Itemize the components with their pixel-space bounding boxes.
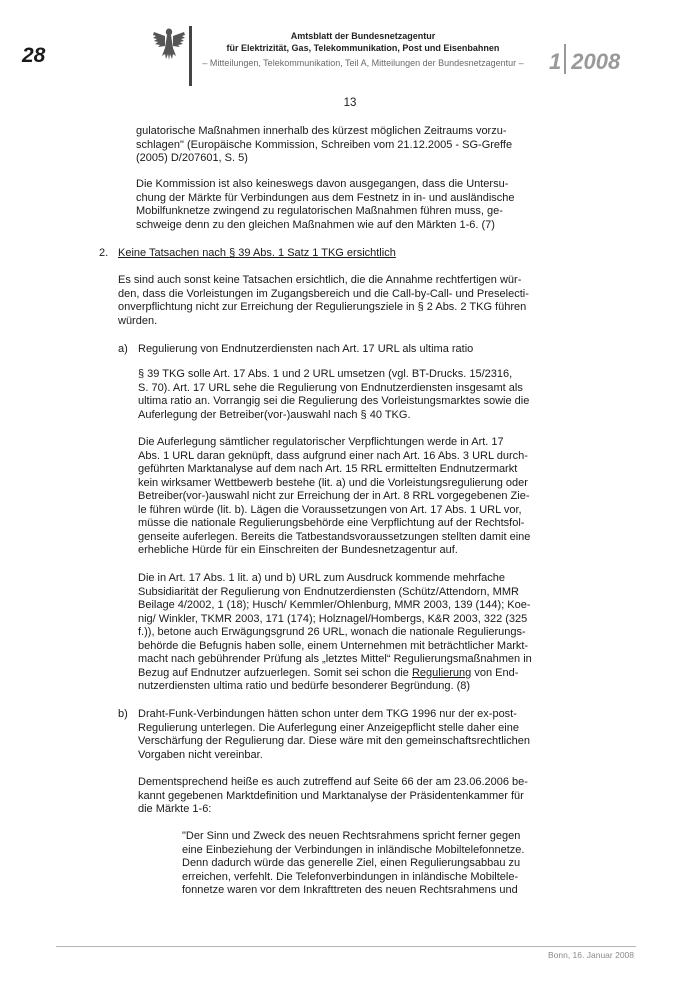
subsection-heading-a: Regulierung von Endnutzerdiensten nach Art. 17 URL als ultima ratio bbox=[138, 343, 474, 355]
list-marker-2: 2. bbox=[99, 247, 109, 259]
header-divider bbox=[189, 26, 192, 86]
issue-number: 1 bbox=[549, 49, 562, 74]
paragraph-2: Die Kommission ist also keineswegs davon ausgegangen, dass die Untersu- chung der Märkte für Verbindungen aus dem Festnetz in in- und ausländische Mobilfunknetze zwingend zu regulatorischen Maßnahmen führen muss, ge- schweige denn zu den gleichen Maßnahmen wie auf den Märkten 1-6. (7) bbox=[136, 178, 515, 231]
list-marker-b: b) bbox=[118, 708, 128, 720]
paragraph-5: Die Auferlegung sämtlicher regulatorischer Verpflichtungen werde in Art. 17 Abs. 1 URL daran geknüpft, dass aufgrund einer nach Art. 16 Abs. 3 URL durch- geführten Marktanalyse auf dem nach Art. 15 RRL ermittelten Endnutzermarkt kein wirksamer Wettbewerb bestehe (lit. a) und die Vorleistungsregulierung oder Betreiber(vor-)auswahl nicht zur Erreichung der in Art. 8 RRL vorgegebenen Zie- le führen würde (lit. b). Lägen die Voraussetzungen von Art. 17 Abs. 1 URL vor, müsse die nationale Regulierungsbehörde eine Verpflichtung auf der Rechtsfol- genseite auferlegen. Bereits die Tatbestandsvoraussetzungen stellten damit eine erhebliche Hürde für ein Einschreiten der Bundesnetzagentur auf. bbox=[138, 436, 531, 556]
block-quote: "Der Sinn und Zweck des neuen Rechtsrahmens spricht ferner gegen eine Einbeziehung der Verbindungen in inländische Mobiltelefonnetze. Denn dadurch würde das generelle Ziel, einen Regulierungsabbau zu erreichen, verfehlt. Die Telefonverbindungen in inländische Mobiltele- fonnetze waren vor dem Inkrafttreten des neuen Rechtsrahmens und bbox=[182, 830, 525, 896]
paragraph-4: § 39 TKG solle Art. 17 Abs. 1 und 2 URL umsetzen (vgl. BT-Drucks. 15/2316, S. 70). Art. 17 URL sehe die Regulierung von Endnutzerdiensten insgesamt als ultima ratio an. Vorrangig sei die Regulierung des Vorleistungsmarktes sowie die Auferlegung der Betreiber(vor-)auswahl nach § 40 TKG. bbox=[138, 368, 530, 421]
paragraph-1: gulatorische Maßnahmen innerhalb des kürzest möglichen Zeitraums vorzu- schlagen" (Europäische Kommission, Schreiben vom 21.12.2005 - SG-Greffe (2005) D/207601, S. 5) bbox=[136, 125, 513, 164]
paragraph-6: Die in Art. 17 Abs. 1 lit. a) und b) URL zum Ausdruck kommende mehrfache Subsidiarität der Regulierung von Endnutzerdiensten (Schütz/Attendorn, MMR Beilage 4/2002, 1 (18); Husch/ Kemmler/Ohlenburg, MMR 2003, 139 (144); Koe- nig/ Winkler, TKMR 2003, 171 (174); Holznagel/Hombergs, K&R 2003, 322 (325 f.)), betone auch Erwägungsgrund 26 URL, wonach die nationale Regulierungs- behörde die Befugnis haben solle, einem Unternehmen mit beträchtlicher Markt- macht nach gebührender Prüfung als „letztes Mittel“ Regulierungsmaßnahmen in Bezug auf Endnutzer aufzuerlegen. Somit sei schon die Regulierung von End- nutzerdiensten ultima ratio und bedürfe besonderer Begründung. (8) bbox=[138, 572, 532, 692]
page-number: 28 bbox=[22, 44, 46, 67]
paragraph-8: Dementsprechend heiße es auch zutreffend auf Seite 66 der am 23.06.2006 be- kannt gegebenen Marktdefinition und Marktanalyse der Präsidentenkammer für die Märkte 1-6: bbox=[138, 776, 528, 815]
issue-label bbox=[549, 44, 620, 75]
issue-year: 2008 bbox=[571, 49, 621, 74]
underlined-term: Regulierung bbox=[411, 666, 472, 679]
list-marker-a: a) bbox=[118, 343, 128, 355]
federal-eagle-icon bbox=[152, 26, 186, 62]
footer-place-date: Bonn, 16. Januar 2008 bbox=[547, 950, 634, 960]
gazette-title: Amtsblatt der Bundesnetzagentur für Elektrizität, Gas, Telekommunikation, Post und Eisenbahnen bbox=[226, 31, 500, 53]
issue-divider bbox=[564, 44, 566, 74]
gazette-subtitle: – Mitteilungen, Telekommunikation, Teil A, Mitteilungen der Bundesnetzagentur – bbox=[202, 58, 524, 68]
paragraph-7: Draht-Funk-Verbindungen hätten schon unter dem TKG 1996 nur der ex-post- Regulierung unterlegen. Die Auferlegung einer Anzeigepflicht stelle daher eine Verschärfung der Regulierung dar. Diese wäre mit den gemeinschaftsrechtlichen Vorgaben nicht vereinbar. bbox=[138, 708, 530, 761]
paragraph-3: Es sind auch sonst keine Tatsachen ersichtlich, die die Annahme rechtfertigen wür- den, dass die Vorleistungen im Zugangsbereich und die Call-by-Call- und Preselecti- onverpflichtung nicht zur Erreichung der Regulierungsziele in § 2 Abs. 2 TKG führen würden. bbox=[118, 274, 529, 327]
inner-page-number: 13 bbox=[343, 97, 357, 109]
footer-rule bbox=[56, 946, 636, 947]
section-heading-2: Keine Tatsachen nach § 39 Abs. 1 Satz 1 TKG ersichtlich bbox=[118, 247, 396, 259]
p6-line-8: Bezug auf Endnutzer aufzuerlegen. Somit sei schon die Regulierung von End- bbox=[138, 666, 519, 679]
